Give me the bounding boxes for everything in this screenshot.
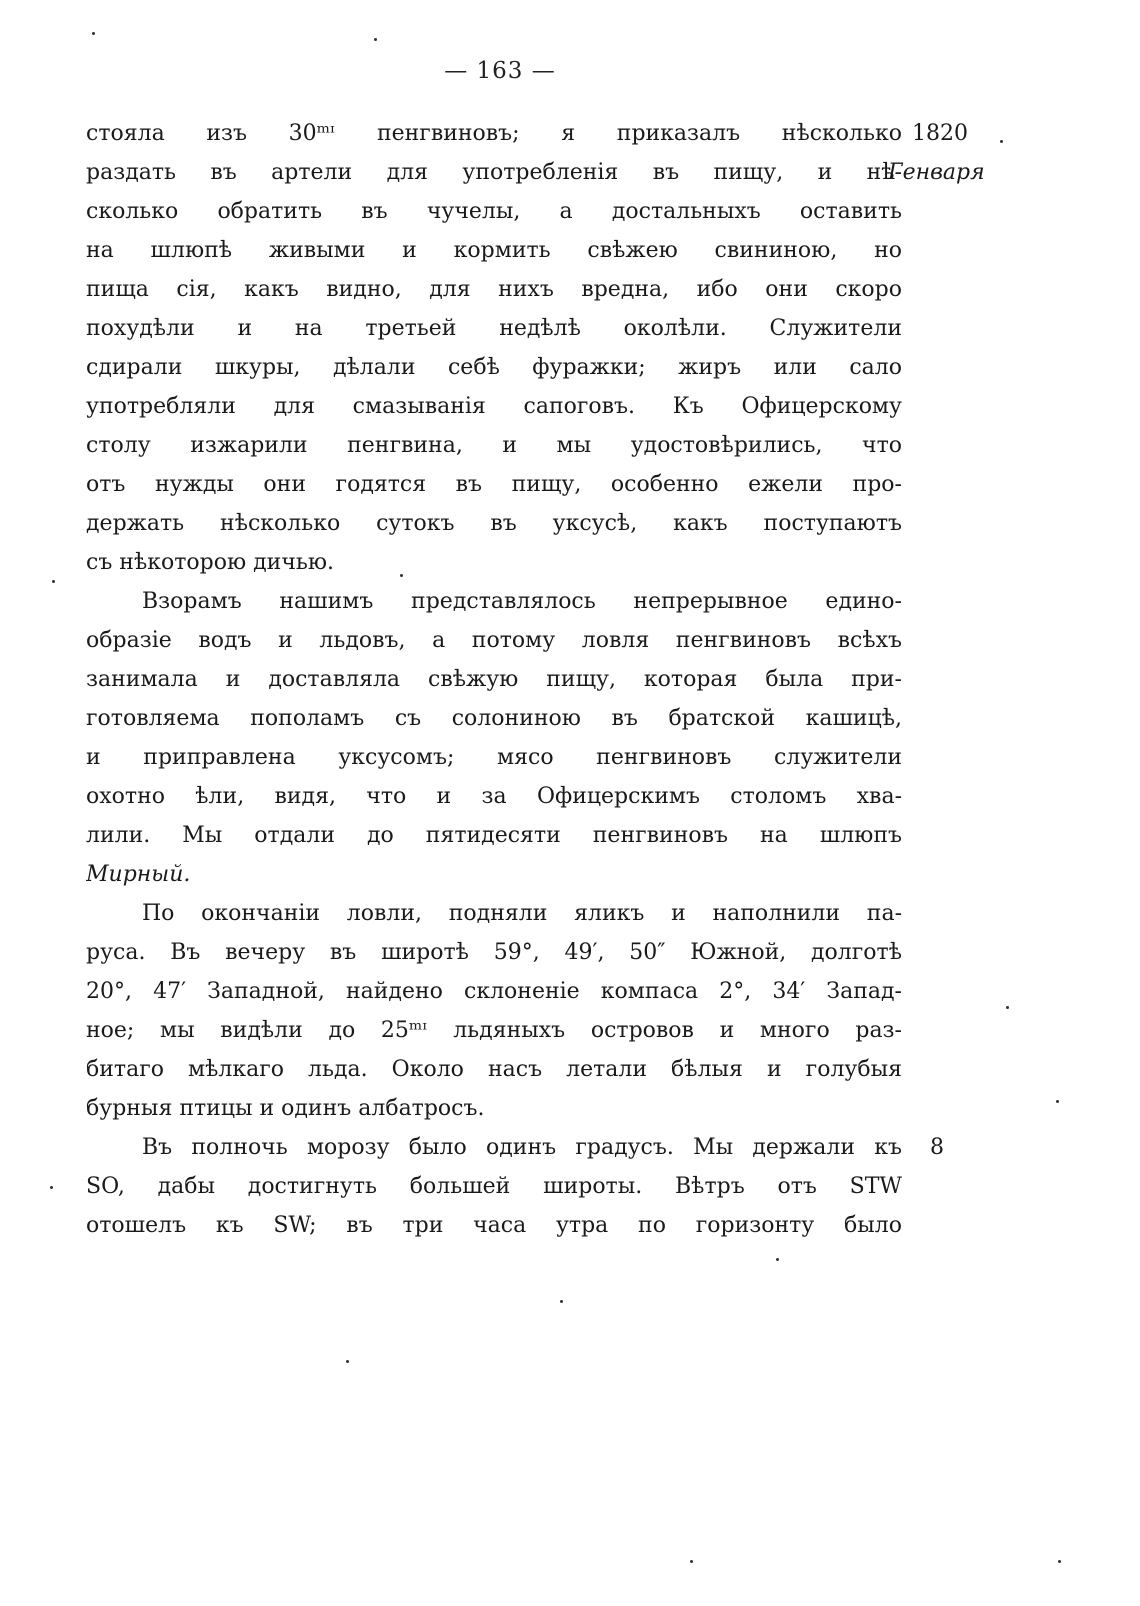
scan-speck <box>52 580 55 583</box>
text-line: похудѣли и на третьей недѣлѣ околѣли. Служители <box>86 316 902 341</box>
text-line: битаго мѣлкаго льда. Около насъ летали бѣлыя и голубыя <box>86 1057 902 1082</box>
text-line: на шлюпѣ живыми и кормить свѣжею свининою, но <box>86 238 902 263</box>
text-line: отъ нужды они годятся въ пищу, особенно ежели про- <box>86 472 902 497</box>
scan-speck <box>560 1300 563 1303</box>
scan-speck <box>92 32 95 35</box>
text-line: отошелъ къ SW; въ три часа утра по горизонту было <box>86 1213 902 1238</box>
paragraph-4 <box>86 1128 902 1245</box>
ship-name: Мирный. <box>86 862 191 887</box>
text-line: По окончаніи ловли, подняли яликъ и наполнили па- <box>142 901 902 926</box>
text-line: стояла изъ 30ᵐᶦ пенгвиновъ; я приказалъ нѣсколько <box>86 121 902 146</box>
text-line: раздать въ артели для употребленія въ пищу, и нѣ- <box>86 160 902 185</box>
text-line: ное; мы видѣли до 25ᵐᶦ льдяныхъ островов и много раз- <box>86 1018 902 1043</box>
scan-speck <box>346 1360 349 1363</box>
scan-speck <box>374 38 377 41</box>
text-line: столу изжарили пенгвина, и мы удостовѣрились, что <box>86 433 902 458</box>
text-line: образіе водъ и льдовъ, а потому ловля пенгвиновъ всѣхъ <box>86 628 902 653</box>
text-line: сколько обратить въ чучелы, а достальныхъ оставить <box>86 199 902 224</box>
scan-speck <box>1000 140 1003 143</box>
text-line <box>86 855 902 894</box>
text-line: Взорамъ нашимъ представлялось непрерывное едино- <box>142 589 902 614</box>
text-line: Въ полночь морозу было одинъ градусъ. Мы держали къ <box>142 1135 902 1160</box>
scan-speck <box>690 1560 693 1563</box>
text-line: охотно ѣли, видя, что и за Офицерскимъ столомъ хва- <box>86 784 902 809</box>
text-line: 20°, 47′ Западной, найдено склоненіе компаса 2°, 34′ Запад- <box>86 979 902 1004</box>
scan-speck <box>1006 1006 1009 1009</box>
text-line: употребляли для смазыванія сапоговъ. Къ Офицерскому <box>86 394 902 419</box>
text-line: SO, дабы достигнуть большей широты. Вѣтръ отъ STW <box>86 1174 902 1199</box>
text-line: съ нѣкоторою дичью. <box>86 550 335 575</box>
scan-speck <box>400 574 403 577</box>
text-line: готовляема пополамъ съ солониною въ братской кашицѣ, <box>86 706 902 731</box>
text-line: пища сія, какъ видно, для нихъ вредна, ибо они скоро <box>86 277 902 302</box>
margin-month: Генваря <box>888 160 985 185</box>
paragraph-3 <box>86 894 902 1128</box>
paragraph-2 <box>86 582 902 894</box>
scan-speck <box>1056 1100 1059 1103</box>
margin-year: 1820 <box>912 121 968 146</box>
page-number: — 163 — <box>444 58 556 84</box>
text-line: сдирали шкуры, дѣлали себѣ фуражки; жиръ или сало <box>86 355 902 380</box>
scan-speck <box>776 1258 779 1261</box>
paragraph-1 <box>86 114 902 582</box>
scan-speck <box>50 1186 53 1189</box>
body-text <box>86 114 902 1245</box>
text-line: руса. Въ вечеру въ широтѣ 59°, 49′, 50″ Южной, долготѣ <box>86 940 902 965</box>
text-line: бурныя птицы и одинъ албатросъ. <box>86 1096 485 1121</box>
text-line: лили. Мы отдали до пятидесяти пенгвиновъ на шлюпъ <box>86 823 902 848</box>
margin-day: 8 <box>930 1135 944 1160</box>
text-line: и приправлена уксусомъ; мясо пенгвиновъ служители <box>86 745 902 770</box>
scan-speck <box>1058 1560 1061 1563</box>
text-line: держать нѣсколько сутокъ въ уксусѣ, какъ поступаютъ <box>86 511 902 536</box>
text-line: занимала и доставляла свѣжую пищу, которая была при- <box>86 667 902 692</box>
